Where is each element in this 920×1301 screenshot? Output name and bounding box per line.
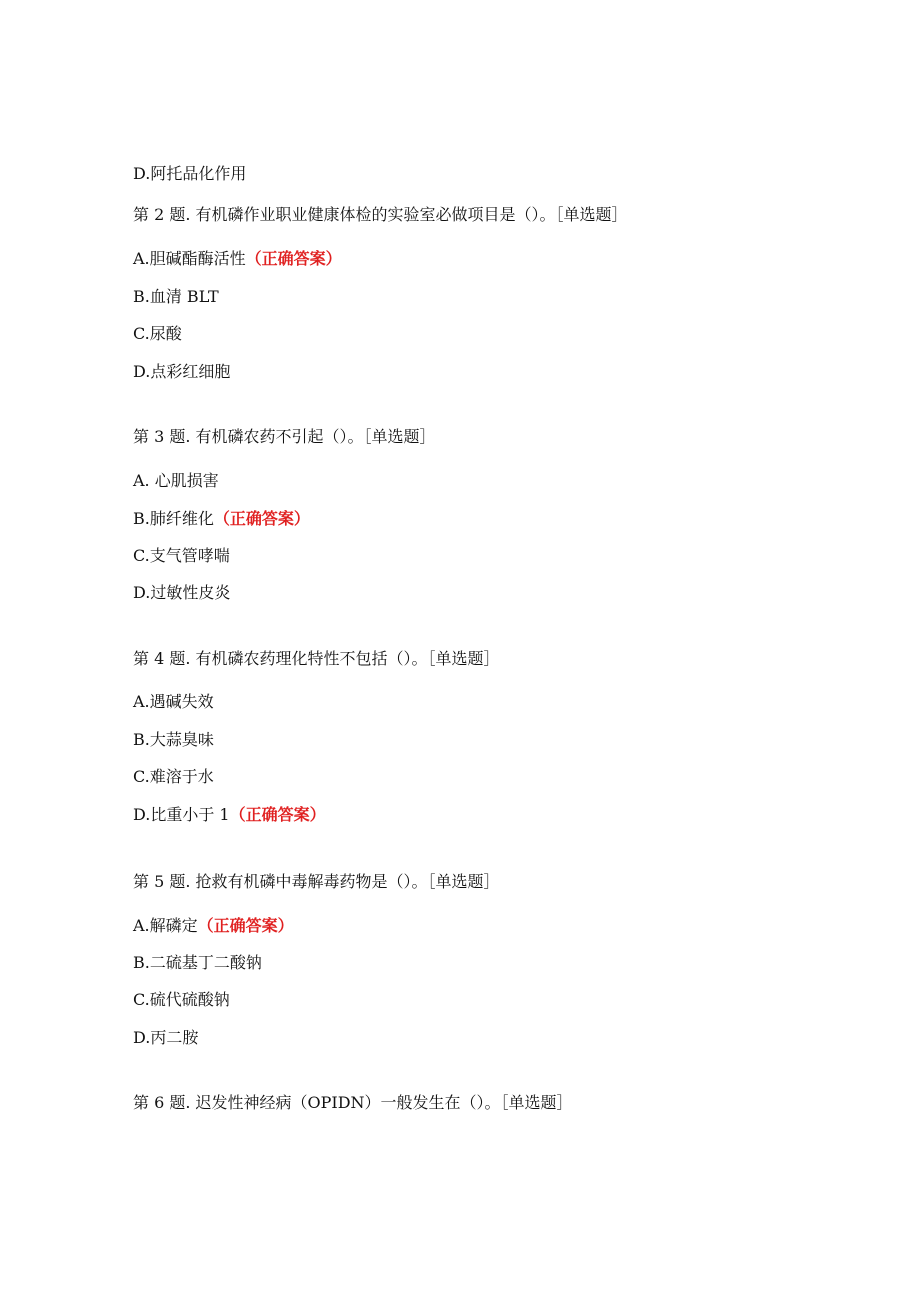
option-d xyxy=(133,583,230,603)
option-d xyxy=(133,805,326,825)
question-5-title: 第 5 题. 抢救有机磷中毒解毒药物是（）。［单选题］ xyxy=(133,872,500,891)
option-text: D.阿托品化作用 xyxy=(133,164,247,183)
option-text: A.遇碱失效 xyxy=(133,692,214,711)
option-b xyxy=(133,287,219,307)
option-c xyxy=(133,324,182,344)
option-text: A.胆碱酯酶活性 xyxy=(133,249,246,268)
option-d xyxy=(133,164,246,184)
question-3-title: 第 3 题. 有机磷农药不引起（）。［单选题］ xyxy=(133,427,436,446)
option-text: A. 心肌损害 xyxy=(133,471,219,490)
option-text: C.难溶于水 xyxy=(133,767,214,786)
question-6-title: 第 6 题. 迟发性神经病（OPIDN）一般发生在（）。［单选题］ xyxy=(133,1093,573,1112)
option-a xyxy=(133,249,342,269)
question-4-title: 第 4 题. 有机磷农药理化特性不包括（）。［单选题］ xyxy=(133,649,500,668)
option-c xyxy=(133,546,230,566)
correct-answer-tag: （正确答案） xyxy=(245,249,342,268)
option-c xyxy=(133,767,214,787)
option-text: B.大蒜臭味 xyxy=(133,730,214,749)
option-d xyxy=(133,362,230,382)
option-d xyxy=(133,1028,198,1048)
option-a xyxy=(133,916,294,936)
option-text: B.肺纤维化 xyxy=(133,509,214,528)
option-b xyxy=(133,730,214,750)
option-b xyxy=(133,953,262,973)
option-text: D.丙二胺 xyxy=(133,1028,199,1047)
option-text: C.尿酸 xyxy=(133,324,182,343)
option-a xyxy=(133,471,219,491)
option-text: D.过敏性皮炎 xyxy=(133,583,231,602)
option-text: D.点彩红细胞 xyxy=(133,362,231,381)
option-text: A.解磷定 xyxy=(133,916,198,935)
option-a xyxy=(133,692,214,712)
option-text: B.血清 BLT xyxy=(133,287,219,306)
option-text: C.支气管哮喘 xyxy=(133,546,230,565)
correct-answer-tag: （正确答案） xyxy=(197,916,294,935)
option-text: B.二硫基丁二酸钠 xyxy=(133,953,262,972)
option-text: C.硫代硫酸钠 xyxy=(133,990,230,1009)
correct-answer-tag: （正确答案） xyxy=(229,805,326,824)
option-b xyxy=(133,509,310,529)
correct-answer-tag: （正确答案） xyxy=(213,509,310,528)
option-c xyxy=(133,990,230,1010)
option-text: D.比重小于 1 xyxy=(133,805,230,824)
question-2-title: 第 2 题. 有机磷作业职业健康体检的实验室必做项目是（）。［单选题］ xyxy=(133,205,628,224)
